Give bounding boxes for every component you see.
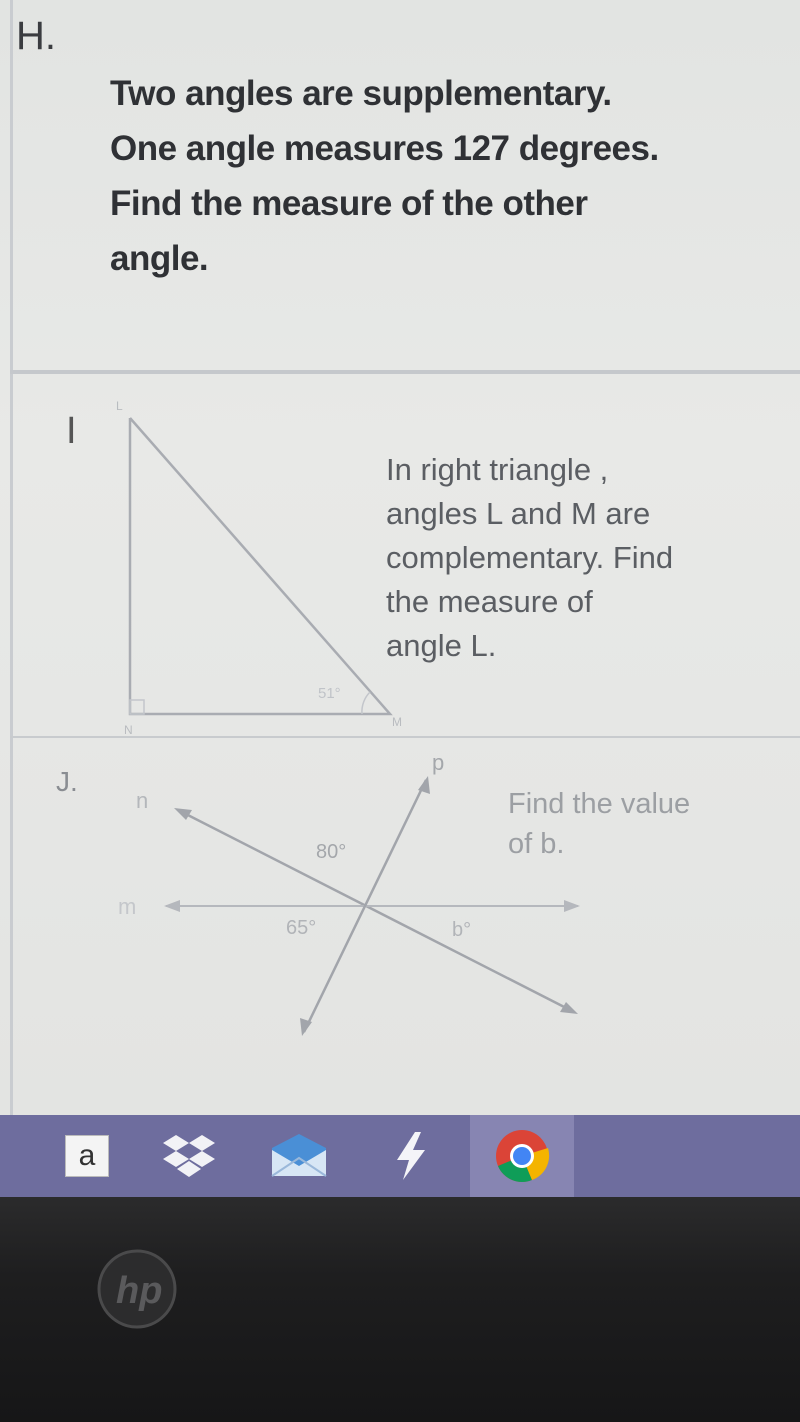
dropbox-icon	[163, 1133, 215, 1179]
right-angle-marker	[130, 700, 144, 714]
question-line: angle.	[110, 239, 209, 278]
angle-51-label: 51°	[318, 685, 341, 702]
question-line: the measure of	[386, 584, 593, 619]
amazon-icon: a	[65, 1135, 109, 1177]
line-n-arrow	[560, 1002, 578, 1014]
mail-icon	[270, 1134, 328, 1178]
section-h-label: H.	[16, 14, 56, 58]
angle-arc	[362, 692, 370, 714]
monitor-bezel	[0, 1197, 800, 1422]
question-line: In right triangle ,	[386, 452, 609, 487]
question-line: One angle measures 127 degrees.	[110, 129, 659, 168]
chrome-icon	[494, 1128, 550, 1184]
angle-b-label: b°	[452, 919, 472, 941]
question-line: Find the value	[508, 788, 691, 820]
section-divider	[10, 736, 800, 738]
line-n-label: n	[136, 788, 149, 813]
angle-65-label: 65°	[286, 917, 317, 939]
question-line: angles L and M are	[386, 496, 651, 531]
lightning-icon	[393, 1132, 429, 1180]
line-m-label: m	[118, 894, 137, 919]
question-line: angle L.	[386, 628, 497, 663]
question-line: of b.	[508, 828, 565, 860]
question-line: Find the measure of the other	[110, 184, 588, 223]
section-i-label: I	[66, 410, 77, 452]
taskbar-mail-button[interactable]	[256, 1115, 342, 1197]
taskbar-amazon-button[interactable]	[44, 1115, 130, 1197]
line-n-arrow	[174, 808, 192, 820]
taskbar-lightning-button[interactable]	[368, 1115, 454, 1197]
right-triangle-figure	[100, 392, 410, 742]
taskbar-chrome-button[interactable]	[470, 1115, 574, 1197]
section-divider	[10, 370, 800, 374]
vertex-m-label: M	[392, 715, 402, 729]
taskbar	[0, 1115, 800, 1197]
question-line: complementary. Find	[386, 540, 674, 575]
line-m-arrow	[164, 900, 180, 912]
line-m-arrow	[564, 900, 580, 912]
taskbar-dropbox-button[interactable]	[146, 1115, 232, 1197]
svg-text:hp: hp	[116, 1270, 163, 1312]
section-j-label: J.	[56, 766, 78, 797]
section-j-question	[508, 784, 788, 864]
section-i-question	[386, 448, 786, 668]
question-line: Two angles are supplementary.	[110, 74, 612, 113]
vertex-n-label: N	[124, 723, 133, 737]
angle-80-label: 80°	[316, 841, 347, 863]
line-p-label: p	[432, 750, 445, 775]
section-h-question	[110, 66, 770, 286]
vertex-l-label: L	[116, 399, 123, 413]
hp-logo	[95, 1247, 179, 1331]
page-left-border	[10, 0, 13, 1115]
triangle-outline	[130, 418, 390, 714]
